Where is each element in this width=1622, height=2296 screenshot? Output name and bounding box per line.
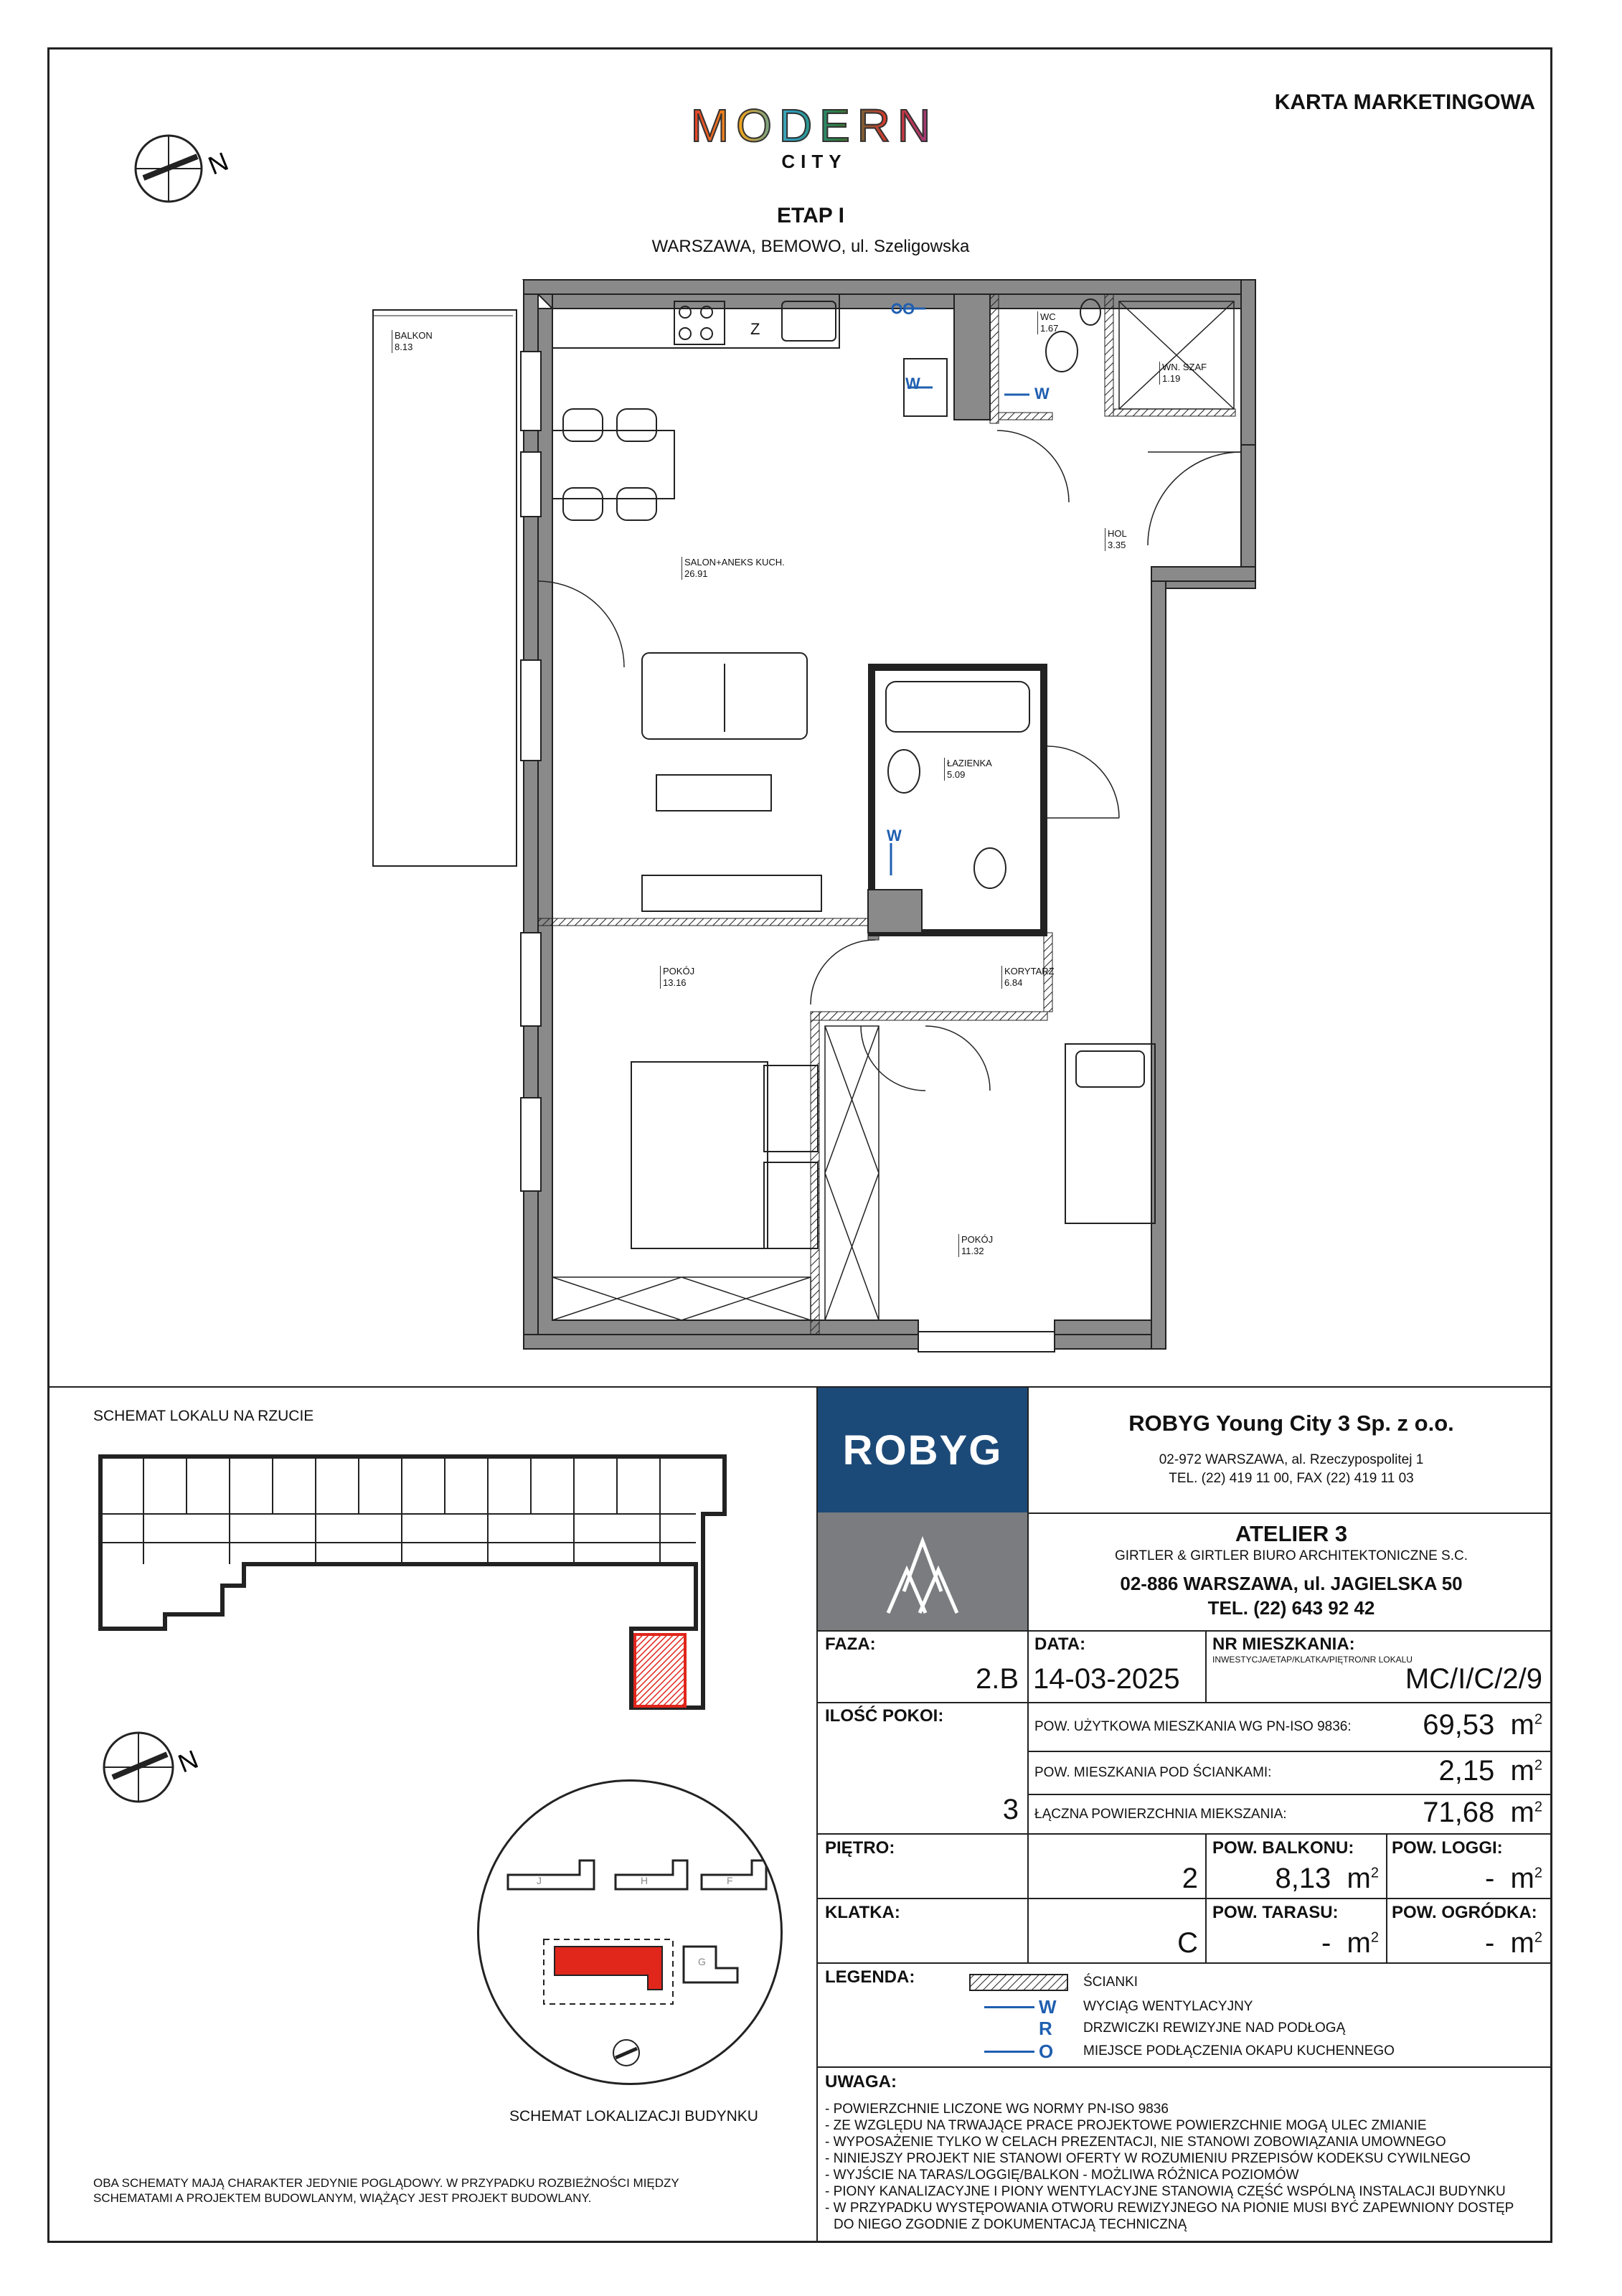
room-label-lazienka: ŁAZIENKA 5.09 <box>944 758 992 781</box>
legend-symbol-o: O <box>1039 2041 1054 2062</box>
svg-text:N: N <box>204 146 232 181</box>
pow-scianki-value: 2,15 $m^2$ <box>1438 1755 1542 1787</box>
room-label-balkon: BALKON 8.13 <box>392 330 433 353</box>
architect-name: ATELIER 3 <box>1235 1521 1348 1546</box>
pow-scianki-label: POW. MIESZKANIA POD ŚCIANKAMI: <box>1034 1765 1272 1780</box>
architect-address: 02-886 WARSZAWA, ul. JAGIELSKA 50 <box>1120 1573 1463 1594</box>
apartment-highlight <box>635 1634 685 1706</box>
taras-label: POW. TARASU: <box>1212 1903 1339 1922</box>
svg-text:N: N <box>174 1744 202 1779</box>
legend-item-vent: WYCIĄG WENTYLACYJNY <box>1083 1999 1253 2014</box>
vent-mark-bath: W <box>887 827 902 844</box>
fridge-mark: Z <box>750 320 760 338</box>
divider <box>818 2066 1552 2068</box>
legend-wall-hatch-icon <box>968 1972 1069 1993</box>
pietro-value: 2 <box>1182 1863 1198 1894</box>
logo-city-text: CITY <box>781 151 847 172</box>
project-address: WARSZAWA, BEMOWO, ul. Szeligowska <box>651 237 970 256</box>
schema-plan-title: SCHEMAT LOKALU NA RZUCIE <box>93 1408 314 1424</box>
compass-north-small-icon <box>97 1726 226 1805</box>
divider <box>1027 1630 1029 1962</box>
room-label-hol: HOL 3.35 <box>1105 528 1127 551</box>
divider <box>1027 1388 1029 1630</box>
compass-north-icon <box>129 129 251 208</box>
stage-title: ETAP I <box>777 204 844 227</box>
divider <box>1027 1751 1552 1752</box>
note-item: - POWIERZCHNIE LICZONE WG NORMY PN-ISO 9836 <box>825 2102 1169 2117</box>
note-item: - NINIEJSZY PROJEKT NIE STANOWI OFERTY W ROZUMIENIU PRZEPISÓW KODEKSU CYWILNEGO <box>825 2151 1471 2166</box>
notes-list <box>825 2101 1542 2233</box>
nr-sub-label: INWESTYCJA/ETAP/KLATKA/PIĘTRO/NR LOKALU <box>1212 1655 1413 1665</box>
loggia-label: POW. LOGGI: <box>1392 1838 1503 1858</box>
divider <box>1027 1794 1552 1795</box>
legend-symbol-r: R <box>1039 2018 1052 2039</box>
section-divider <box>47 1386 1552 1388</box>
pokoje-value: 3 <box>1002 1794 1019 1825</box>
ogrodek-label: POW. OGRÓDKA: <box>1392 1903 1537 1922</box>
data-value: 14-03-2025 <box>1033 1663 1180 1695</box>
legend-item-hood: MIEJSCE PODŁĄCZENIA OKAPU KUCHENNEGO <box>1083 2043 1395 2059</box>
schema-disclaimer: OBA SCHEMATY MAJĄ CHARAKTER JEDYNIE POGLĄDOWY. W PRZYPADKU ROZBIEŻNOŚCI MIĘDZY SCHEMATAMI A PROJEKTEM BUDOWLANYM, WIĄŻĄCY JEST PROJEKT BUDOWLANY. <box>93 2176 679 2205</box>
developer-address: 02-972 WARSZAWA, al. Rzeczypospolitej 1 <box>1159 1452 1424 1467</box>
divider <box>818 1833 1552 1835</box>
note-item: - ZE WZGLĘDU NA TRWAJĄCE PRACE PROJEKTOWE POWIERZCHNIE MOGĄ ULEC ZMIANIE <box>825 2118 1427 2133</box>
ogrodek-value: - $m^2$ <box>1484 1927 1542 1959</box>
building-letter-j: J <box>537 1875 542 1886</box>
klatka-label: KLATKA: <box>825 1903 900 1922</box>
building-letter-h: H <box>641 1875 649 1886</box>
divider <box>1386 1833 1387 1962</box>
balkon-label: POW. BALKONU: <box>1212 1838 1354 1858</box>
developer-phone: TEL. (22) 419 11 00, FAX (22) 419 11 03 <box>1169 1471 1414 1486</box>
note-item: DO NIEGO ZGODNIE Z DOKUMENTACJĄ TECHNICZNĄ <box>834 2217 1187 2232</box>
room-label-wc: WC 1.67 <box>1037 311 1058 334</box>
legend-hood-arrow-icon <box>984 2051 1034 2053</box>
divider <box>1205 1630 1207 1702</box>
vent-mark-kitchen: W <box>905 375 920 392</box>
faza-label: FAZA: <box>825 1634 876 1654</box>
balcony-outline <box>373 310 517 866</box>
hood-mark: O <box>902 300 915 318</box>
room-label-salon: SALON+ANEKS KUCH. 26.91 <box>682 557 785 580</box>
location-circle <box>477 1779 783 2085</box>
klatka-value: C <box>1177 1927 1198 1959</box>
pietro-label: PIĘTRO: <box>825 1838 895 1858</box>
robyg-logo <box>818 1388 1027 1512</box>
divider <box>818 1898 1552 1899</box>
room-label-pokoj-1: POKÓJ 13.16 <box>660 966 694 989</box>
data-label: DATA: <box>1034 1634 1086 1654</box>
floor-plan <box>359 273 1277 1363</box>
nr-value: MC/I/C/2/9 <box>1405 1663 1542 1695</box>
note-item: - WYJŚCIE NA TARAS/LOGGIĘ/BALKON - MOŻLIWA RÓŻNICA POZIOMÓW <box>825 2168 1299 2183</box>
logo-modern-text: MODERN <box>689 100 940 151</box>
balkon-value: 8,13 $m^2$ <box>1275 1863 1379 1894</box>
building-floor-schema <box>79 1449 775 1715</box>
legend-item-walls: ŚCIANKI <box>1083 1975 1138 1990</box>
divider <box>818 1962 1552 1964</box>
modern-city-logo <box>689 100 940 179</box>
pow-laczna-value: 71,68 $m^2$ <box>1423 1797 1542 1828</box>
architect-phone: TEL. (22) 643 92 42 <box>1207 1597 1375 1619</box>
atelier-logo <box>818 1512 1027 1630</box>
pow-laczna-label: ŁĄCZNA POWIERZCHNIA MIEKSZANIA: <box>1034 1807 1287 1822</box>
taras-value: - $m^2$ <box>1321 1927 1379 1959</box>
notes-title: UWAGA: <box>825 2072 897 2092</box>
divider <box>818 1630 1552 1632</box>
note-item: - WYPOSAŻENIE TYLKO W CELACH PREZENTACJI, NIE STANOWI ZOBOWIĄZANIA UMOWNEGO <box>825 2135 1446 2150</box>
building-letter-f: F <box>727 1875 733 1886</box>
divider <box>1027 1512 1552 1514</box>
note-item: - W PRZYPADKU WYSTĘPOWANIA OTWORU REWIZYJNEGO NA PIONIE MUSI BYĆ ZAPEWNIONY DOSTĘP <box>825 2201 1514 2216</box>
schema-building-title: SCHEMAT LOKALIZACJI BUDYNKU <box>509 2108 758 2125</box>
nr-label: NR MIESZKANIA: <box>1212 1634 1355 1654</box>
card-title: KARTA MARKETINGOWA <box>1274 90 1535 114</box>
legend-arrow-icon <box>984 2006 1034 2008</box>
developer-name: ROBYG Young City 3 Sp. z o.o. <box>1128 1411 1454 1436</box>
pokoje-label: ILOŚĆ POKOI: <box>825 1706 944 1726</box>
robyg-logo-text: ROBYG <box>842 1426 1003 1474</box>
faza-value: 2.B <box>975 1663 1019 1695</box>
divider <box>1205 1833 1207 1962</box>
note-item: - PIONY KANALIZACYJNE I PIONY WENTYLACYJNE STANOWIĄ CZĘŚĆ WSPÓLNĄ INSTALACJI BUDYNKU <box>825 2184 1506 2199</box>
room-label-wn-szaf: WN. SZAF 1.19 <box>1159 362 1207 385</box>
pow-uzytkowa-value: 69,53 $m^2$ <box>1423 1709 1542 1741</box>
legend-title: LEGENDA: <box>825 1967 915 1987</box>
architect-sub: GIRTLER & GIRTLER BIURO ARCHITEKTONICZNE S.C. <box>1115 1548 1468 1563</box>
room-label-pokoj-2: POKÓJ 11.32 <box>958 1234 993 1257</box>
vent-mark-wc: W <box>1034 385 1050 403</box>
outer-wall <box>524 280 1255 1335</box>
divider <box>818 1702 1552 1703</box>
pow-uzytkowa-label: POW. UŻYTKOWA MIESZKANIA WG PN-ISO 9836: <box>1034 1719 1352 1734</box>
legend-symbol-w: W <box>1039 1996 1057 2018</box>
legend-item-revision: DRZWICZKI REWIZYJNE NAD PODŁOGĄ <box>1083 2020 1346 2036</box>
room-label-korytarz: KORYTARZ 6.84 <box>1001 966 1055 989</box>
building-letter-g: G <box>698 1956 706 1967</box>
loggia-value: - $m^2$ <box>1484 1863 1542 1894</box>
